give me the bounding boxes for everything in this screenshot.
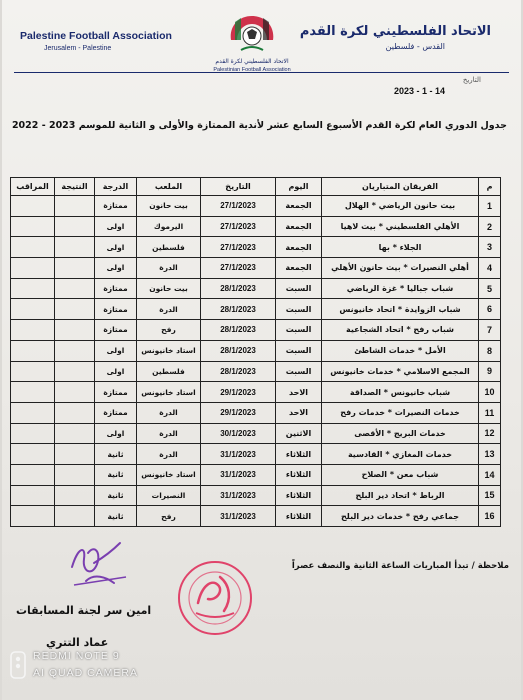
cell-num: 2	[479, 216, 501, 237]
cell-date: 28/1/2023	[201, 320, 276, 341]
header-english-subtitle: Jerusalem - Palestine	[44, 45, 112, 52]
table-row	[11, 340, 501, 361]
handwritten-signature-icon	[64, 537, 134, 589]
cell-day: الجمعة	[276, 258, 322, 279]
header-arabic-subtitle: القدس - فلسطين	[385, 42, 445, 51]
cell-observer	[11, 258, 55, 279]
header-arabic-title: الاتحاد الفلسطيني لكرة القدم	[299, 24, 491, 39]
cell-observer	[11, 340, 55, 361]
logo-english-caption: Palestinian Football Association	[213, 67, 291, 73]
cell-date: 31/1/2023	[201, 485, 276, 506]
cell-venue: الدرة	[137, 423, 201, 444]
cell-day: السبت	[276, 299, 322, 320]
cell-date: 27/1/2023	[201, 258, 276, 279]
cell-grade: اولى	[95, 423, 137, 444]
cell-result	[55, 423, 95, 444]
cell-venue: الدرة	[137, 444, 201, 465]
header-observer: المراقب	[11, 178, 55, 196]
date-label: التاريخ	[462, 76, 481, 84]
cell-match: خدمات المغازي * القادسية	[322, 444, 479, 465]
cell-grade: اولى	[95, 237, 137, 258]
cell-grade: اولى	[95, 361, 137, 382]
cell-result	[55, 278, 95, 299]
table-header-row	[11, 178, 501, 196]
table-row	[11, 216, 501, 237]
signatory-title: امين سر لجنة المسابقات	[16, 604, 152, 617]
cell-num: 6	[479, 299, 501, 320]
cell-day: الجمعة	[276, 216, 322, 237]
cell-grade: ثانية	[95, 444, 137, 465]
cell-num: 7	[479, 320, 501, 341]
cell-num: 16	[479, 506, 501, 527]
cell-grade: اولى	[95, 216, 137, 237]
table-row	[11, 278, 501, 299]
table-row	[11, 382, 501, 403]
header-day: اليوم	[276, 178, 322, 196]
cell-venue: استاد خانيونس	[137, 382, 201, 403]
cell-match: أهلي النصيرات * بيت حانون الأهلي	[322, 258, 479, 279]
cell-date: 31/1/2023	[201, 506, 276, 527]
cell-date: 27/1/2023	[201, 237, 276, 258]
cell-date: 29/1/2023	[201, 402, 276, 423]
cell-match: جماعي رفح * خدمات دير البلح	[322, 506, 479, 527]
cell-match: الأهلي الفلسطيني * بيت لاهيا	[322, 216, 479, 237]
cell-observer	[11, 423, 55, 444]
cell-num: 10	[479, 382, 501, 403]
cell-observer	[11, 485, 55, 506]
cell-match: الجلاء * بها	[322, 237, 479, 258]
cell-num: 8	[479, 340, 501, 361]
cell-observer	[11, 216, 55, 237]
table-row	[11, 444, 501, 465]
header-num: م	[479, 178, 501, 196]
cell-num: 14	[479, 464, 501, 485]
cell-day: السبت	[276, 361, 322, 382]
cell-venue: فلسطين	[137, 237, 201, 258]
table-row	[11, 258, 501, 279]
table-row	[11, 299, 501, 320]
kickoff-note: ملاحظة / تبدأ المباريات الساعة الثانية والنصف عصراً	[291, 561, 509, 571]
cell-date: 29/1/2023	[201, 382, 276, 403]
cell-date: 27/1/2023	[201, 196, 276, 217]
cell-result	[55, 485, 95, 506]
cell-observer	[11, 196, 55, 217]
cell-match: شباب الزوايدة * اتحاد خانيونس	[322, 299, 479, 320]
committee-stamp-icon	[172, 555, 258, 641]
cell-num: 12	[479, 423, 501, 444]
cell-venue: اليرموك	[137, 216, 201, 237]
header-grade: الدرجة	[95, 178, 137, 196]
cell-date: 28/1/2023	[201, 340, 276, 361]
cell-match: خدمات البريج * الأقصى	[322, 423, 479, 444]
cell-date: 30/1/2023	[201, 423, 276, 444]
cell-day: الثلاثاء	[276, 464, 322, 485]
cell-day: الجمعة	[276, 237, 322, 258]
camera-watermark-icon	[8, 651, 28, 679]
cell-num: 15	[479, 485, 501, 506]
cell-date: 31/1/2023	[201, 444, 276, 465]
cell-venue: الدرة	[137, 402, 201, 423]
cell-result	[55, 506, 95, 527]
cell-grade: ممتازة	[95, 402, 137, 423]
cell-observer	[11, 382, 55, 403]
cell-match: شباب معن * الصلاح	[322, 464, 479, 485]
header-date: التاريخ	[201, 178, 276, 196]
cell-result	[55, 402, 95, 423]
table-row	[11, 464, 501, 485]
cell-observer	[11, 464, 55, 485]
cell-observer	[11, 361, 55, 382]
cell-result	[55, 258, 95, 279]
document-title: جدول الدوري العام لكرة القدم الأسبوع السابع عشر لأندية الممتازة والأولى و الثانية للموسم 2023 - 2022	[11, 120, 507, 131]
cell-grade: اولى	[95, 258, 137, 279]
cell-venue: الدرة	[137, 258, 201, 279]
cell-observer	[11, 444, 55, 465]
cell-match: شباب خانيونس * الصداقة	[322, 382, 479, 403]
header-result: النتيجة	[55, 178, 95, 196]
table-row	[11, 485, 501, 506]
cell-day: الثلاثاء	[276, 506, 322, 527]
cell-num: 3	[479, 237, 501, 258]
cell-grade: ثانية	[95, 485, 137, 506]
cell-result	[55, 320, 95, 341]
cell-day: السبت	[276, 320, 322, 341]
table-row	[11, 320, 501, 341]
cell-day: السبت	[276, 340, 322, 361]
table-row	[11, 506, 501, 527]
cell-day: الثلاثاء	[276, 444, 322, 465]
cell-date: 27/1/2023	[201, 216, 276, 237]
cell-date: 28/1/2023	[201, 299, 276, 320]
table-row	[11, 237, 501, 258]
camera-watermark-tagline: AI QUAD CAMERA	[33, 667, 139, 679]
cell-observer	[11, 237, 55, 258]
fixtures-table	[10, 177, 501, 527]
cell-venue: رفح	[137, 320, 201, 341]
cell-num: 11	[479, 402, 501, 423]
cell-venue: استاد خانيونس	[137, 340, 201, 361]
table-row	[11, 423, 501, 444]
cell-result	[55, 361, 95, 382]
fixtures-body	[11, 196, 501, 527]
cell-result	[55, 237, 95, 258]
cell-date: 31/1/2023	[201, 464, 276, 485]
table-row	[11, 402, 501, 423]
cell-match: شباب رفح * اتحاد الشجاعية	[322, 320, 479, 341]
cell-venue: بيت حانون	[137, 196, 201, 217]
cell-grade: ثانية	[95, 506, 137, 527]
table-row	[11, 196, 501, 217]
cell-observer	[11, 402, 55, 423]
cell-grade: ممتازة	[95, 278, 137, 299]
table-row	[11, 361, 501, 382]
cell-observer	[11, 299, 55, 320]
cell-observer	[11, 320, 55, 341]
cell-match: المجمع الاسلامي * خدمات خانيونس	[322, 361, 479, 382]
cell-num: 1	[479, 196, 501, 217]
cell-grade: ممتازة	[95, 382, 137, 403]
cell-day: الجمعة	[276, 196, 322, 217]
cell-grade: اولى	[95, 340, 137, 361]
cell-observer	[11, 278, 55, 299]
document-page	[2, 0, 521, 700]
cell-venue: بيت حانون	[137, 278, 201, 299]
header-english-title: Palestine Football Association	[20, 30, 172, 42]
cell-day: الاثنين	[276, 423, 322, 444]
cell-date: 28/1/2023	[201, 361, 276, 382]
document-date: 2023 - 1 - 14	[393, 86, 445, 96]
cell-result	[55, 216, 95, 237]
header-match: الفريقان المتباريان	[322, 178, 479, 196]
cell-observer	[11, 506, 55, 527]
cell-num: 9	[479, 361, 501, 382]
cell-venue: استاد خانيونس	[137, 464, 201, 485]
header-divider	[14, 72, 509, 73]
cell-match: شباب جباليا * غزة الرياضي	[322, 278, 479, 299]
cell-num: 5	[479, 278, 501, 299]
cell-num: 13	[479, 444, 501, 465]
cell-day: الاحد	[276, 382, 322, 403]
cell-match: بيت حانون الرياضي * الهلال	[322, 196, 479, 217]
cell-day: السبت	[276, 278, 322, 299]
cell-match: الأمل * خدمات الشاطئ	[322, 340, 479, 361]
cell-grade: ممتازة	[95, 320, 137, 341]
cell-match: الرباط * اتحاد دير البلح	[322, 485, 479, 506]
cell-result	[55, 299, 95, 320]
cell-result	[55, 382, 95, 403]
cell-venue: الدرة	[137, 299, 201, 320]
cell-match: خدمات النصيرات * خدمات رفح	[322, 402, 479, 423]
camera-watermark-model: REDMI NOTE 9	[33, 650, 120, 662]
cell-venue: رفح	[137, 506, 201, 527]
cell-day: الثلاثاء	[276, 485, 322, 506]
cell-grade: ثانية	[95, 464, 137, 485]
cell-num: 4	[479, 258, 501, 279]
cell-result	[55, 464, 95, 485]
cell-day: الاحد	[276, 402, 322, 423]
cell-venue: النصيرات	[137, 485, 201, 506]
cell-date: 28/1/2023	[201, 278, 276, 299]
cell-result	[55, 340, 95, 361]
header-venue: الملعب	[137, 178, 201, 196]
cell-venue: فلسطين	[137, 361, 201, 382]
cell-result	[55, 196, 95, 217]
signatory-name: عماد التتري	[46, 636, 109, 649]
cell-grade: ممتازة	[95, 299, 137, 320]
cell-result	[55, 444, 95, 465]
cell-grade: ممتازة	[95, 196, 137, 217]
logo-arabic-caption: الاتحاد الفلسطيني لكرة القدم	[215, 58, 289, 65]
